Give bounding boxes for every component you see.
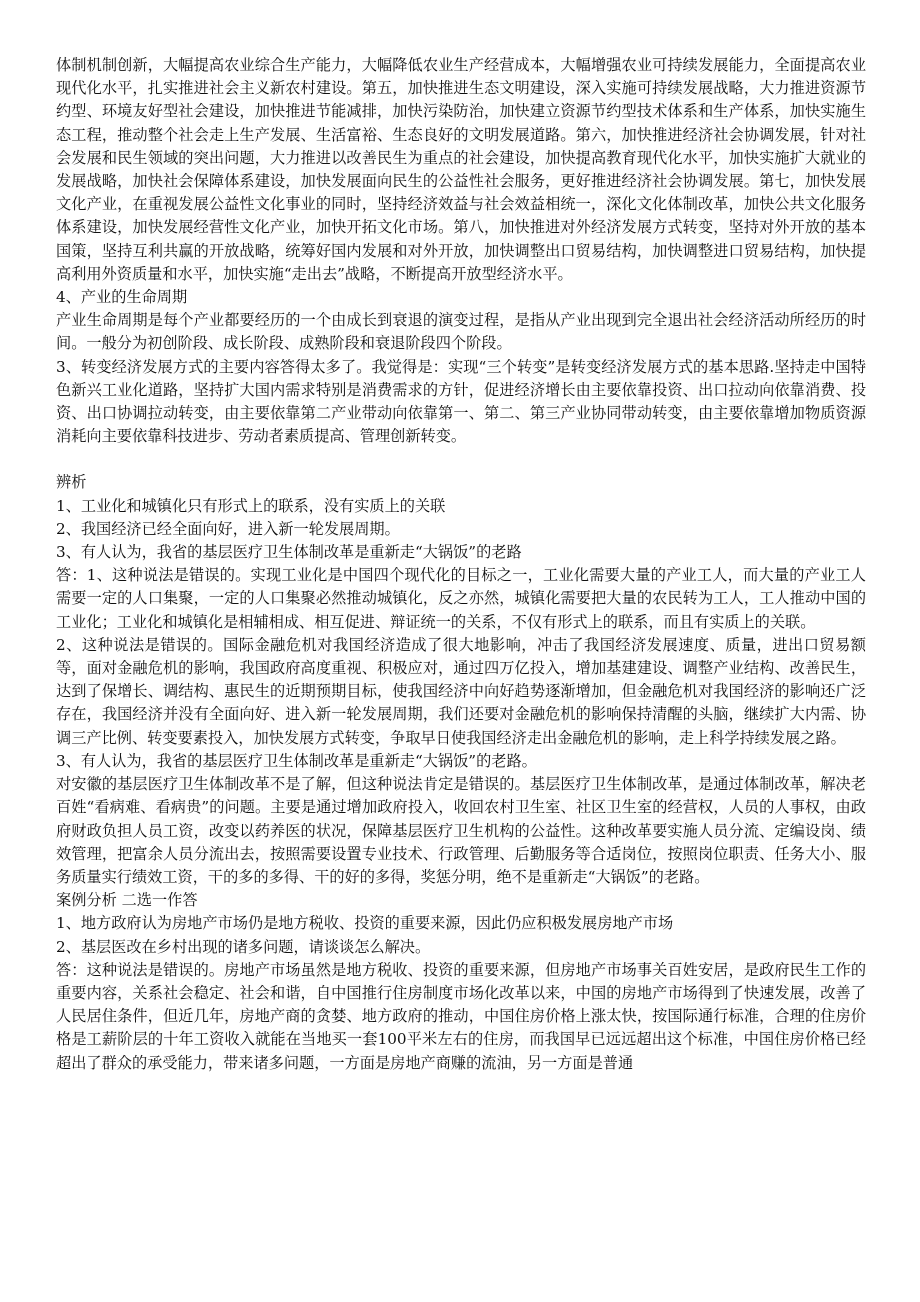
- document-page: [56, 54, 866, 1075]
- paragraph-development-mode: 3、转变经济发展方式的主要内容答得太多了。我觉得是：实现“三个转变”是转变经济发展方式的基本思路.坚持走中国特色新兴工业化道路，坚持扩大国内需求特别是消费需求的方针，促进经济增长由主要依靠投资、出口拉动向依靠消费、投资、出口协调拉动转变，由主要依靠第二产业带动向依靠第一、第二、第三产业协同带动转变，由主要依靠增加物质资源消耗向主要依靠科技进步、劳动者素质提高、管理创新转变。: [56, 357, 866, 446]
- answer-2: 2、这种说法是错误的。国际金融危机对我国经济造成了很大地影响，冲击了我国经济发展速度、质量，进出口贸易额等，面对金融危机的影响，我国政府高度重视、积极应对，通过四万亿投入，增加基建建设、调整产业结构、改善民生，达到了保增长、调结构、惠民生的近期预期目标，使我国经济中向好趋势逐渐增加，但金融危机对我国经济的影响还广泛存在，我国经济并没有全面向好、进入新一轮发展周期，我们还要对金融危机的影响保持清醒的头脑，继续扩大内需、协调三产比例、转变要素投入，加快发展方式转变，争取早日使我国经济走出金融危机的影响，走上科学持续发展之路。: [56, 635, 866, 747]
- answer-3-heading: 3、有人认为，我省的基层医疗卫生体制改革是重新走“大锅饭”的老路。: [56, 751, 537, 770]
- case-answer: 答：这种说法是错误的。房地产市场虽然是地方税收、投资的重要来源，但房地产市场事关百姓安居，是政府民生工作的重要内容，关系社会稳定、社会和谐，自中国推行住房制度市场化改革以来，中国的房地产市场得到了快速发展，改善了人民居住条件，但近几年，房地产商的贪婪、地方政府的推动，中国住房价格上涨太快，按国际通行标准，合理的住房价格是工薪阶层的十年工资收入就能在当地买一套100平米左右的住房，而我国早已远远超出这个标准，中国住房价格已经超出了群众的承受能力，带来诸多问题，一方面是房地产商赚的流油，另一方面是普通: [56, 960, 866, 1072]
- answer-3: 对安徽的基层医疗卫生体制改革不是了解，但这种说法肯定是错误的。基层医疗卫生体制改革，是通过体制改革，解决老百姓“看病难、看病贵”的问题。主要是通过增加政府投入，收回农村卫生室、社区卫生室的经营权，人员的人事权，由政府财政负担人员工资，改变以药养医的状况，保障基层医疗卫生机构的公益性。这种改革要实施人员分流、定编设岗、绩效管理，把富余人员分流出去，按照需要设置专业技术、行政管理、后勤服务等合适岗位，按照岗位职责、任务大小、服务质量实行绩效工资，干的多的多得、干的好的多得，奖惩分明，绝不是重新走“大锅饭”的老路。: [56, 775, 866, 886]
- question-2: 2、我国经济已经全面向好，进入新一轮发展周期。: [56, 519, 400, 538]
- paragraph-lifecycle-definition: 产业生命周期是每个产业都要经历的一个由成长到衰退的演变过程，是指从产业出现到完全退出社会经济活动所经历的时间。一般分为初创阶段、成长阶段、成熟阶段和衰退阶段四个阶段。: [56, 311, 866, 353]
- paragraph-policy-continued: 体制机制创新，大幅提高农业综合生产能力，大幅降低农业生产经营成本，大幅增强农业可持续发展能力，全面提高农业现代化水平，扎实推进社会主义新农村建设。第五，加快推进生态文明建设，深入实施可持续发展战略，大力推进资源节约型、环境友好型社会建设，加快推进节能减排，加快污染防治，加快建立资源节约型技术体系和生产体系，加快实施生态工程，推动整个社会走上生产发展、生活富裕、生态良好的文明发展道路。第六，加快推进经济社会协调发展，针对社会发展和民生领域的突出问题，大力推进以改善民生为重点的社会建设，加快提高教育现代化水平，加快实施扩大就业的发展战略，加快社会保障体系建设，加快发展面向民生的公益性社会服务，更好推进经济社会协调发展。第七，加快发展文化产业，在重视发展公益性文化事业的同时，坚持经济效益与社会效益相统一，深化文化体制改革，加快公共文化服务体系建设，加快发展经营性文化产业，加快开拓文化市场。第八，加快推进对外经济发展方式转变，坚持对外开放的基本国策，坚持互利共赢的开放战略，统筹好国内发展和对外开放，加快调整出口贸易结构，加快调整进口贸易结构，加快提高利用外资质量和水平，加快实施“走出去”战略，不断提高开放型经济水平。: [56, 56, 866, 283]
- heading-analysis: 辨析: [56, 473, 87, 492]
- question-3: 3、有人认为，我省的基层医疗卫生体制改革是重新走“大锅饭”的老路: [56, 543, 522, 562]
- case-question-1: 1、地方政府认为房地产市场仍是地方税收、投资的重要来源，因此仍应积极发展房地产市场: [56, 914, 674, 933]
- case-question-2: 2、基层医改在乡村出现的诸多问题，请谈谈怎么解决。: [56, 937, 431, 956]
- question-1: 1、工业化和城镇化只有形式上的联系，没有实质上的关联: [56, 496, 446, 515]
- answer-1: 答：1、这种说法是错误的。实现工业化是中国四个现代化的目标之一，工业化需要大量的产业工人，而大量的产业工人需要一定的人口集聚，一定的人口集聚必然推动城镇化，反之亦然，城镇化需要把大量的农民转为工人，工人推动中国的工业化；工业化和城镇化是相辅相成、相互促进、辩证统一的关系，不仅有形式上的联系，而且有实质上的关联。: [56, 566, 866, 631]
- blank-line: [56, 448, 866, 471]
- heading-industry-lifecycle: 4、产业的生命周期: [56, 288, 188, 307]
- heading-case-analysis: 案例分析 二选一作答: [56, 891, 198, 910]
